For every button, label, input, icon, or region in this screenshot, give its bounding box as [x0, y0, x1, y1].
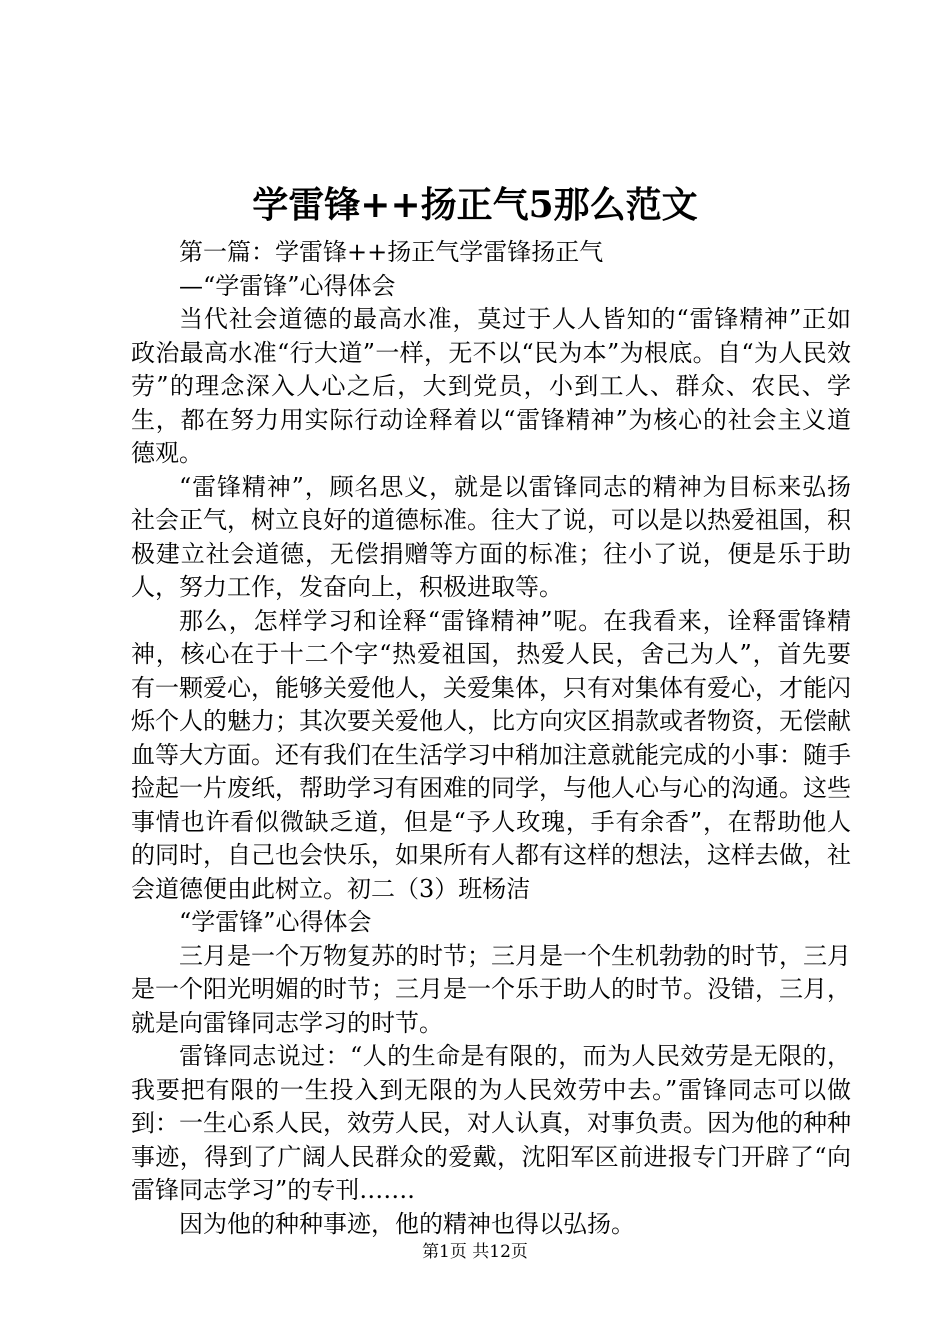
paragraph: “雷锋精神”，顾名思义，就是以雷锋同志的精神为目标来弘扬社会正气，树立良好的道德标准。往大了说，可以是以热爱祖国，积极建立社会道德，无偿捐赠等方面的标准；往小了说，便是乐于助人，努力工作，发奋向上，积极进取等。 [131, 472, 851, 601]
document-body [131, 236, 851, 1241]
document-title: 学雷锋++扬正气5那么范文 [252, 184, 698, 226]
paragraph: 当代社会道德的最高水准，莫过于人人皆知的“雷锋精神”正如政治最高水准“行大道”一样，无不以“民为本”为根底。自“为人民效劳”的理念深入人心之后，大到党员，小到工人、群众、农民、学生，都在努力用实际行动诠释着以“雷锋精神”为核心的社会主义道德观。 [131, 305, 851, 467]
paragraph-subheading: —“学雷锋”心得体会 [179, 271, 396, 300]
paragraph: 那么，怎样学习和诠释“雷锋精神”呢。在我看来，诠释雷锋精神，核心在于十二个字“热爱祖国，热爱人民，舍己为人”，首先要有一颗爱心，能够关爱他人，关爱集体，只有对集体有爱心，才能闪烁个人的魅力；其次要关爱他人，比方向灾区捐款或者物资，无偿献血等大方面。还有我们在生活学习中稍加注意就能完成的小事：随手捡起一片废纸，帮助学习有困难的同学，与他人心与心的沟通。这些事情也许看似微缺乏道，但是“予人玫瑰，手有余香”，在帮助他人的同时，自己也会快乐，如果所有人都有这样的想法，这样去做，社会道德便由此树立。初二（3）班杨洁 [131, 606, 851, 903]
paragraph-heading: 第一篇：学雷锋++扬正气学雷锋扬正气 [179, 238, 604, 266]
paragraph: 因为他的种种事迹，他的精神也得以弘扬。 [179, 1209, 635, 1238]
page-number-footer: 第1页 共12页 [422, 1242, 528, 1262]
paragraph: 雷锋同志说过：“人的生命是有限的，而为人民效劳是无限的，我要把有限的一生投入到无限的为人民效劳中去。”雷锋同志可以做到：一生心系人民，效劳人民，对人认真，对事负责。因为他的种种事迹，得到了广阔人民群众的爱戴，沈阳军区前进报专门开辟了“向雷锋同志学习”的专刊……. [131, 1042, 851, 1204]
paragraph: 三月是一个万物复苏的时节；三月是一个生机勃勃的时节，三月是一个阳光明媚的时节；三月是一个乐于助人的时节。没错，三月，就是向雷锋同志学习的时节。 [131, 941, 851, 1037]
paragraph-subheading: “学雷锋”心得体会 [179, 908, 372, 936]
